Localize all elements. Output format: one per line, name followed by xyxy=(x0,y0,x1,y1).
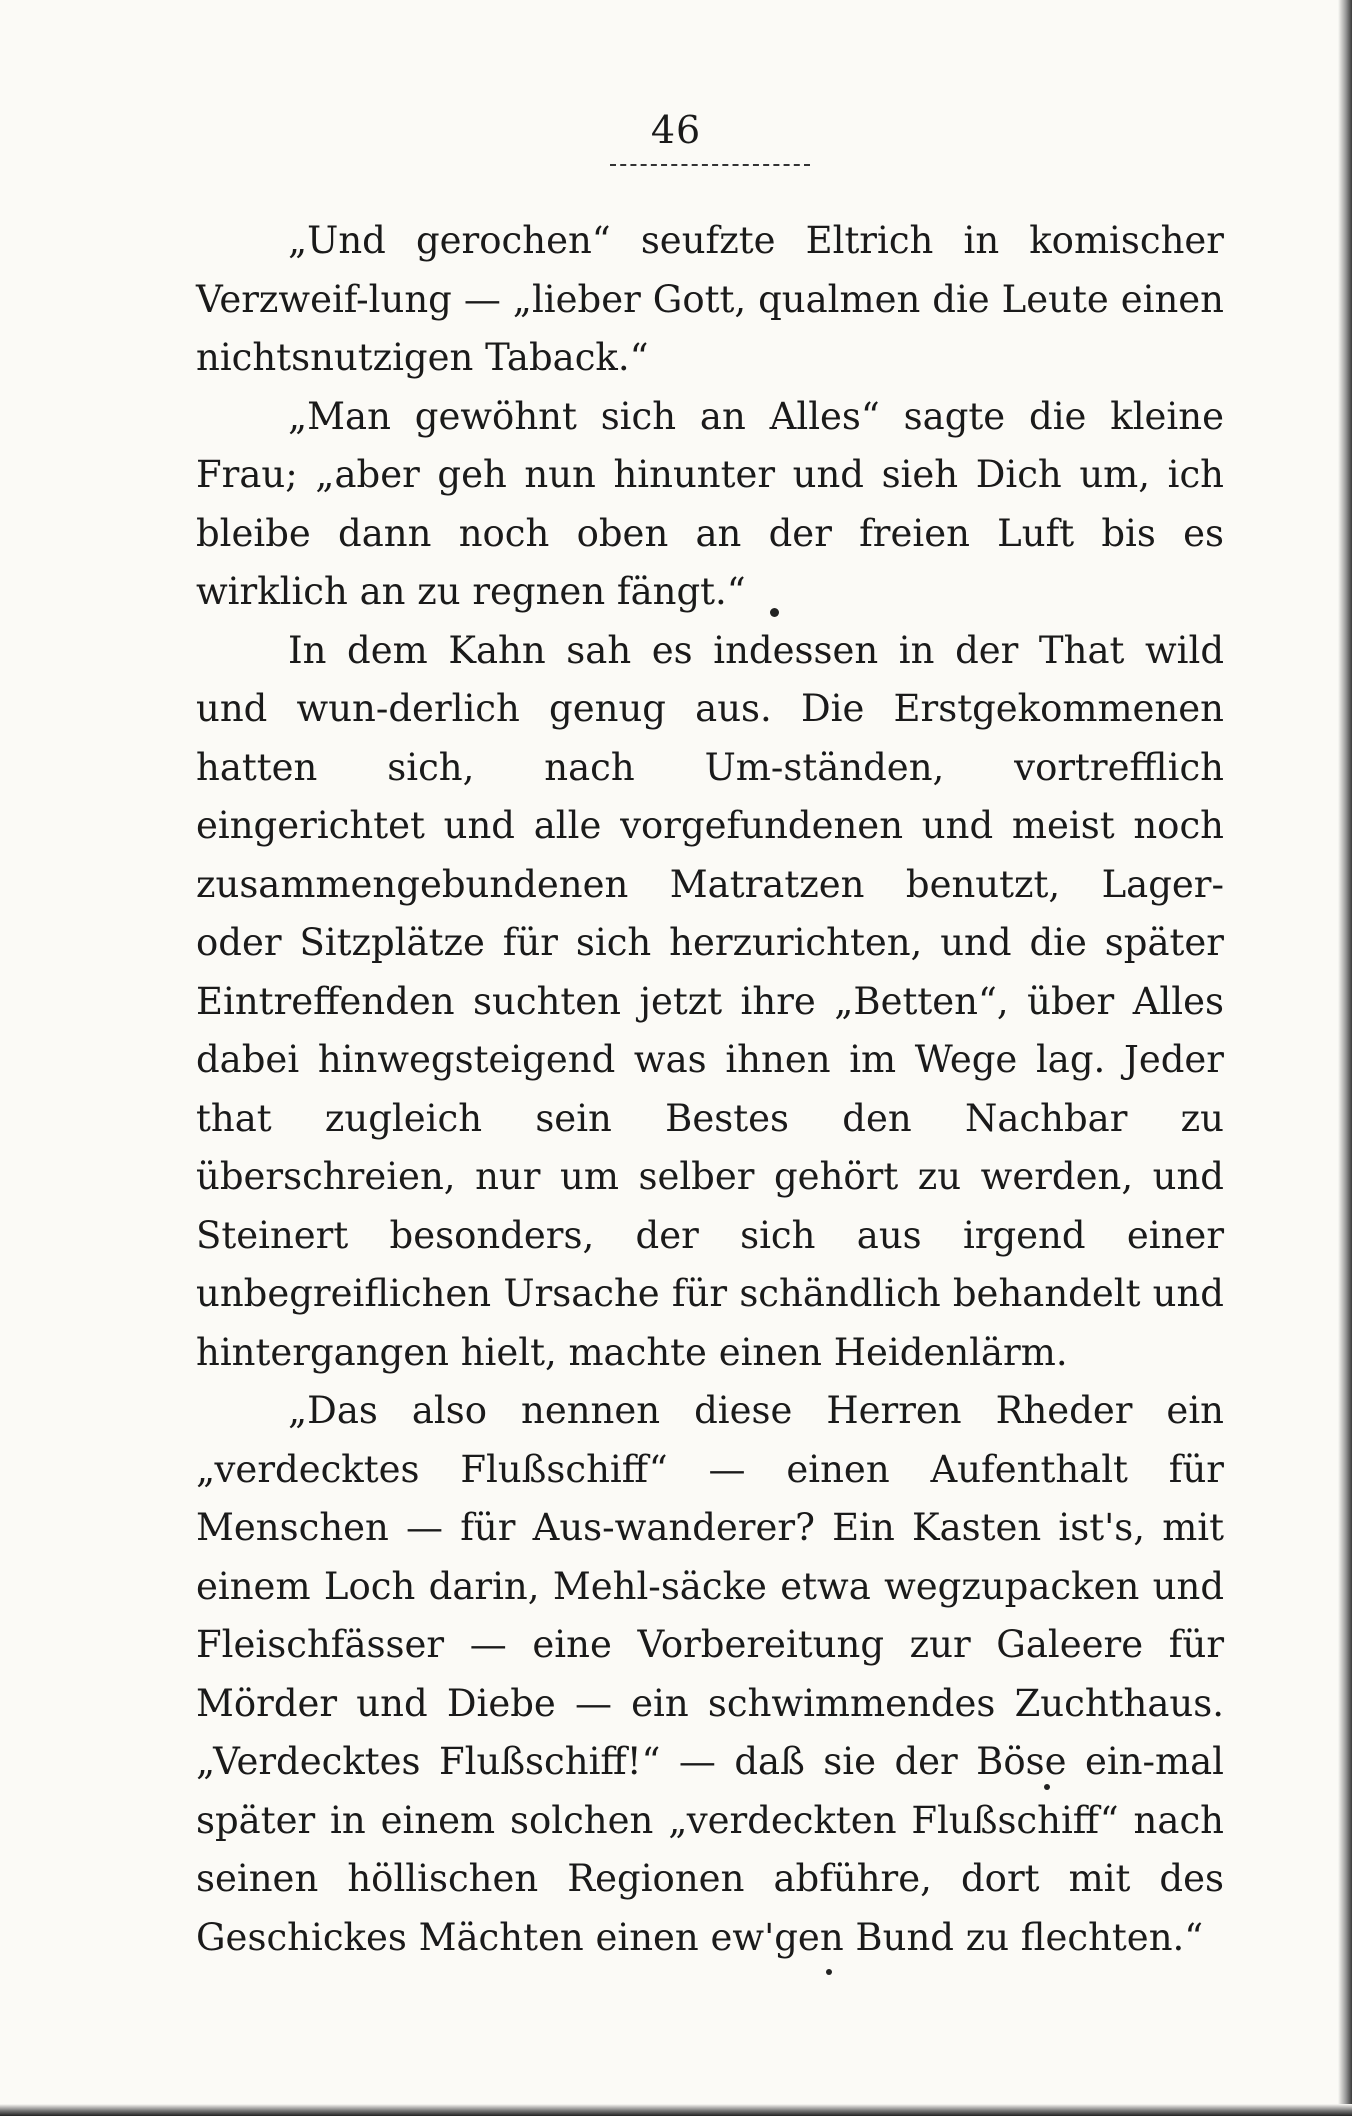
header-rule xyxy=(610,164,810,166)
paragraph-1: „Und gerochen“ seufzte Eltrich in komischer Verzweif-lung — „lieber Gott, qualmen die Leute einen nichtsnutzigen Taback.“ xyxy=(196,219,1224,379)
paragraph-4: „Das also nennen diese Herren Rheder ein „verdecktes Flußschiff“ — einen Aufenthalt für Menschen — für Aus-wanderer? Ein Kasten ist's, mit einem Loch darin, Mehl-säcke etwa wegzupacken und Fleischfässer — eine Vorbereitung zur Galeere für Mörder und Diebe — ein schwimmendes Zuchthaus. „Verdecktes Flußschiff!“ — daß sie der Böse ein-mal später in einem solchen „verdeckten Flußschiff“ nach seinen höllischen Regionen abführe, dort mit des Geschickes Mächten einen ew'gen Bund zu flechten.“ xyxy=(196,1389,1224,1959)
scan-edge-bottom xyxy=(0,2104,1352,2116)
text-block xyxy=(196,212,1224,1967)
ink-speck xyxy=(1044,1784,1050,1790)
ink-speck xyxy=(770,608,779,617)
ink-speck xyxy=(826,1969,832,1975)
paragraph-3: In dem Kahn sah es indessen in der That wild und wun-derlich genug aus. Die Erstgekommenen hatten sich, nach Um-ständen, vortrefflich eingerichtet und alle vorgefundenen und meist noch zusammengebundenen Matratzen benutzt, Lager- oder Sitzplätze für sich herzurichten, und die später Eintreffenden suchten jetzt ihre „Betten“, über Alles dabei hinwegsteigend was ihnen im Wege lag. Jeder that zugleich sein Bestes den Nachbar zu überschreien, nur um selber gehört zu werden, und Steinert besonders, der sich aus irgend einer unbegreiflichen Ursache für schändlich behandelt und hintergangen hielt, machte einen Heidenlärm. xyxy=(196,628,1224,1374)
paragraph-2: „Man gewöhnt sich an Alles“ sagte die kleine Frau; „aber geh nun hinunter und sieh Dich um, ich bleibe dann noch oben an der freien Luft bis es wirklich an zu regnen fängt.“ xyxy=(196,394,1224,613)
scan-edge-right xyxy=(1338,0,1352,2116)
page-number: 46 xyxy=(650,108,702,152)
